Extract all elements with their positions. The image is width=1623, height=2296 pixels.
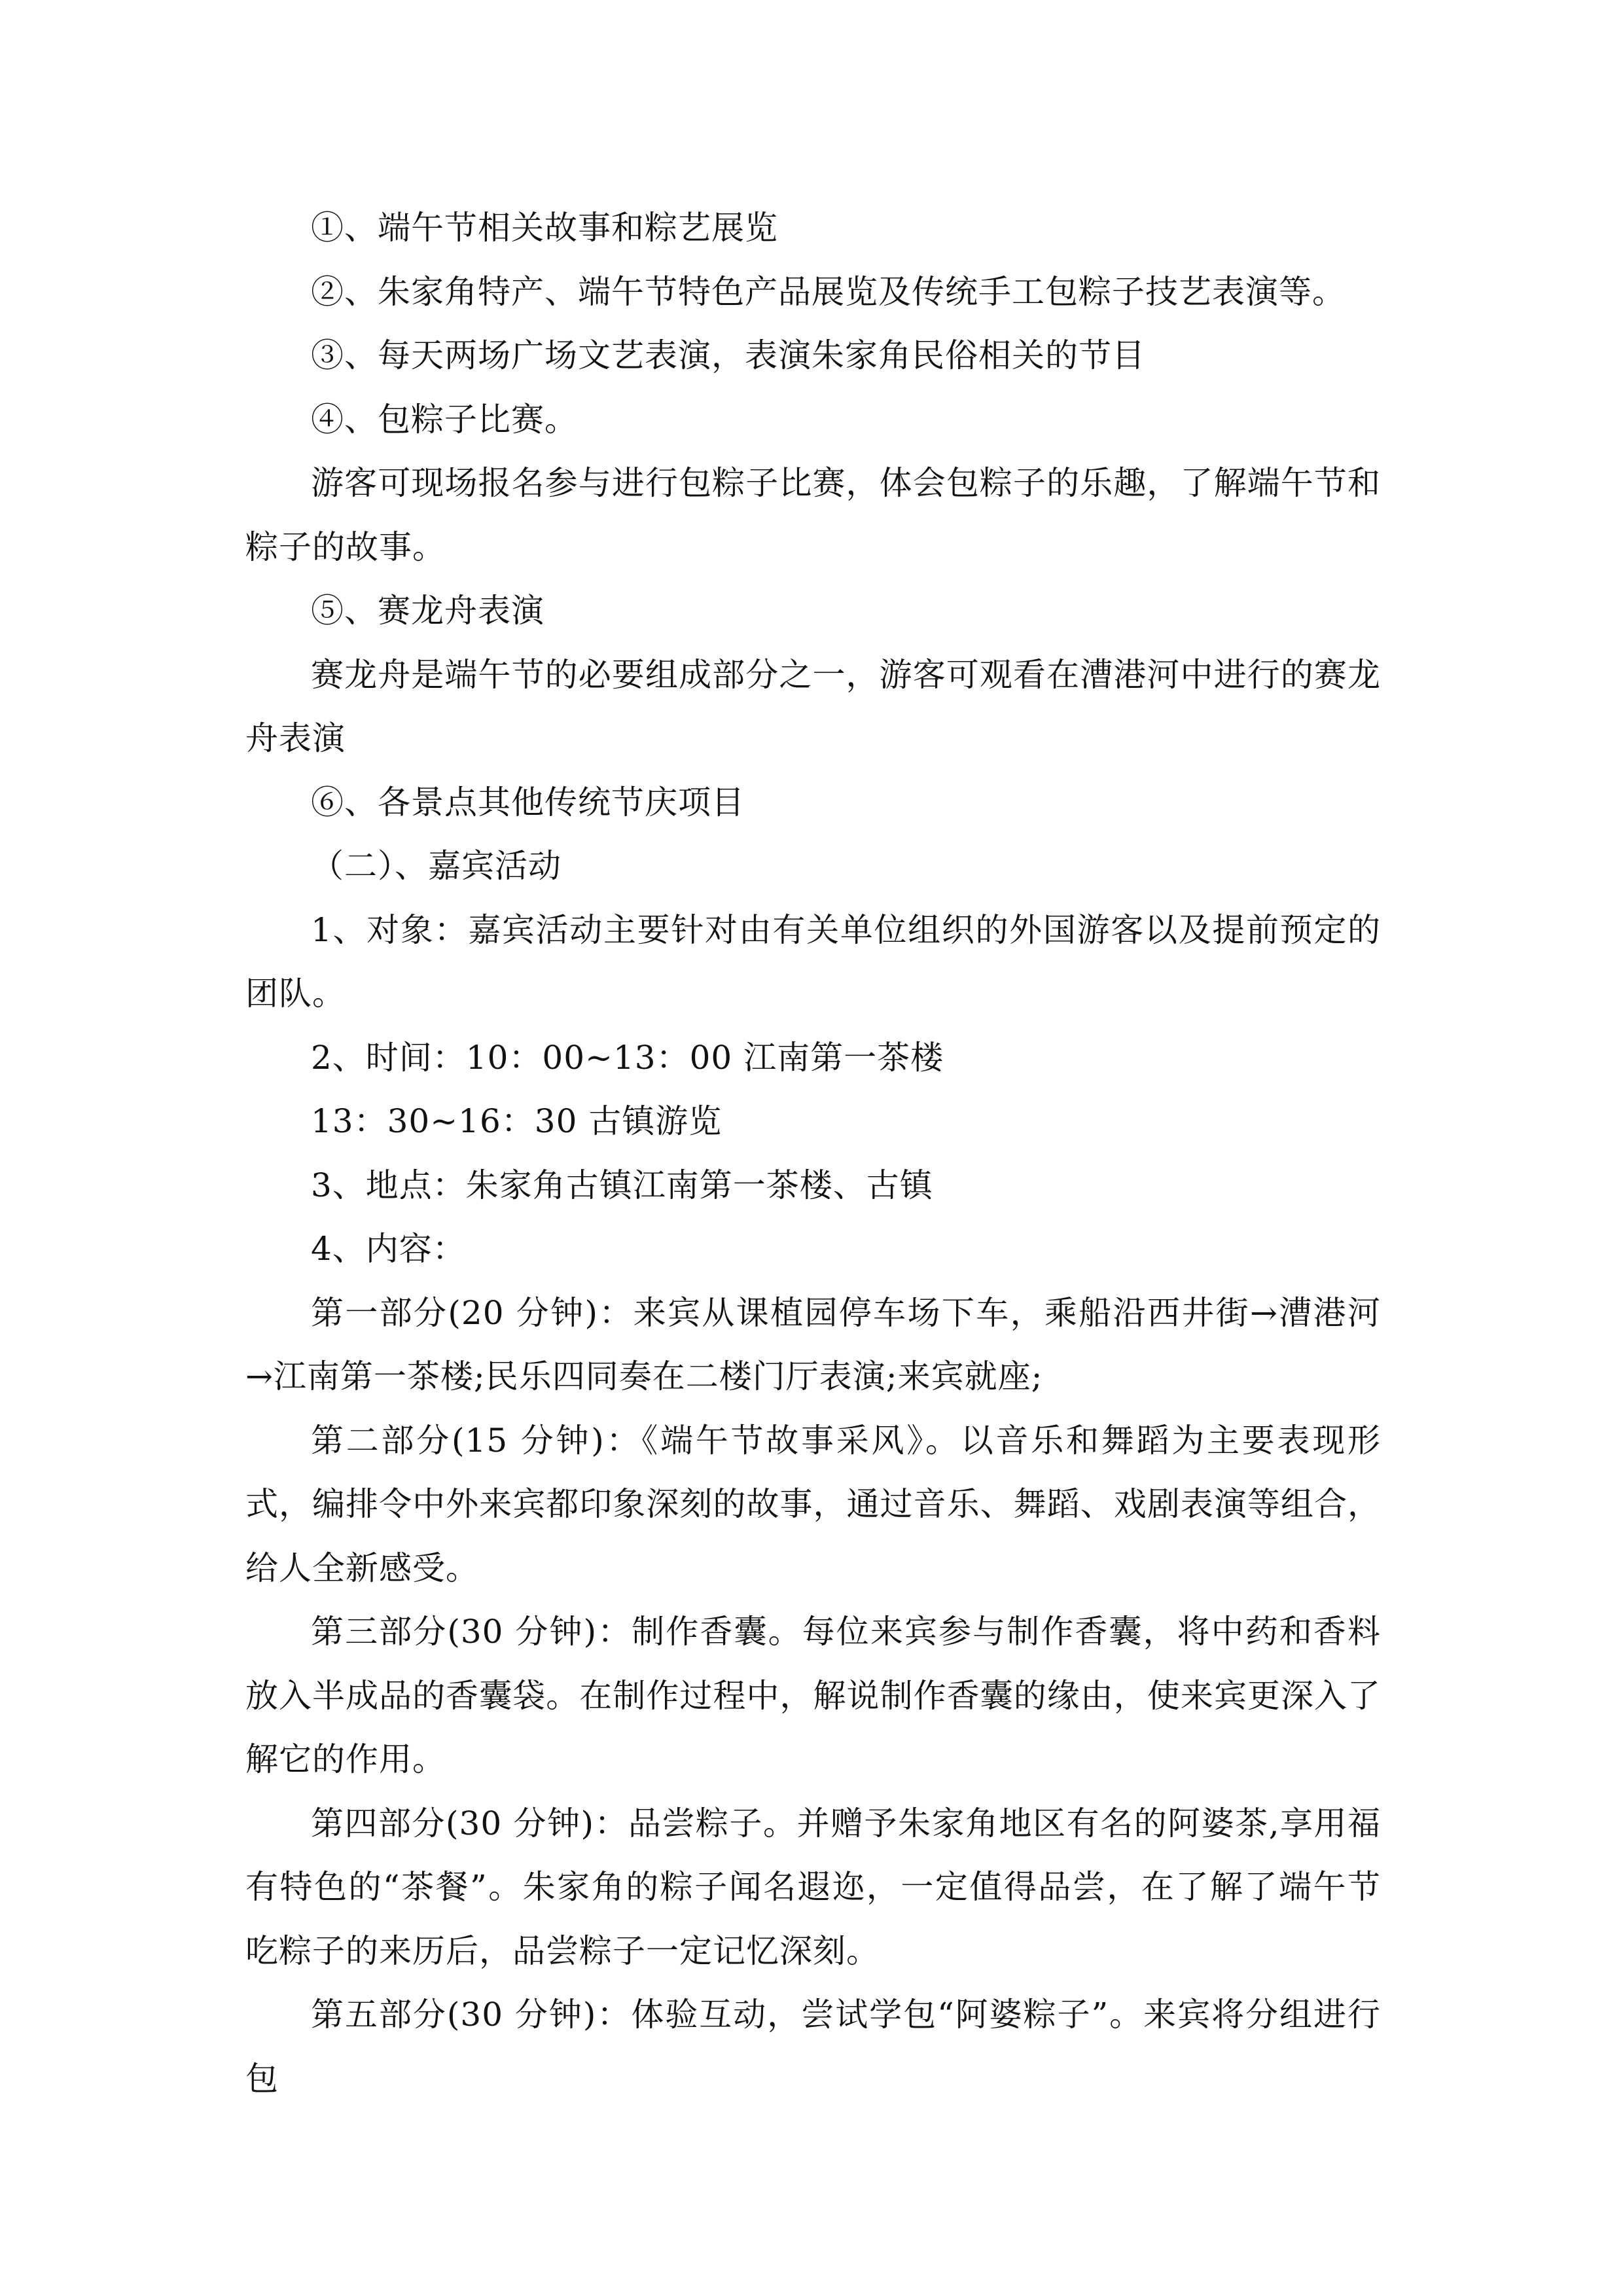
paragraph-part-three: 第三部分(30 分钟)：制作香囊。每位来宾参与制作香囊，将中药和香料放入半成品的香囊袋。在制作过程中，解说制作香囊的缘由，使来宾更深入了解它的作用。 <box>245 1613 1381 1778</box>
paragraph-part-five: 第五部分(30 分钟)：体验互动，尝试学包“阿婆粽子”。来宾将分组进行包 <box>245 1996 1381 2098</box>
paragraph-exhibition: ①、端午节相关故事和粽艺展览 <box>311 209 778 247</box>
section-heading-guest-activities: （二）、嘉宾活动 <box>311 847 562 885</box>
paragraph-zongzi-contest-body: 游客可现场报名参与进行包粽子比赛，体会包粽子的乐趣，了解端午节和粽子的故事。 <box>245 464 1381 566</box>
paragraph-dragon-boat-body: 赛龙舟是端午节的必要组成部分之一，游客可观看在漕港河中进行的赛龙舟表演 <box>245 655 1381 757</box>
paragraph-other-projects: ⑥、各景点其他传统节庆项目 <box>311 783 745 821</box>
paragraph-part-one: 第一部分(20 分钟)：来宾从课植园停车场下车，乘船沿西井街→漕港河→江南第一茶楼;民乐四同奏在二楼门厅表演;来宾就座; <box>245 1293 1381 1395</box>
paragraph-square-performance: ③、每天两场广场文艺表演，表演朱家角民俗相关的节目 <box>311 336 1145 374</box>
paragraph-time-2: 13：30~16：30 古镇游览 <box>311 1102 722 1140</box>
paragraph-zongzi-contest-heading: ④、包粽子比赛。 <box>311 400 578 439</box>
paragraph-part-four: 第四部分(30 分钟)：品尝粽子。并赠予朱家角地区有名的阿婆茶,享用福有特色的“茶餐”。朱家角的粽子闻名遐迩，一定值得品尝，在了解了端午节吃粽子的来历后，品尝粽子一定记忆深刻。 <box>245 1804 1381 1970</box>
paragraph-dragon-boat-heading: ⑤、赛龙舟表演 <box>311 592 544 630</box>
document-body <box>245 196 1381 2111</box>
paragraph-location: 3、地点：朱家角古镇江南第一茶楼、古镇 <box>311 1166 933 1204</box>
paragraph-part-two: 第二部分(15 分钟)：《端午节故事采风》。以音乐和舞蹈为主要表现形式，编排令中外来宾都印象深刻的故事，通过音乐、舞蹈、戏剧表演等组合，给人全新感受。 <box>245 1421 1381 1587</box>
paragraph-content-heading: 4、内容： <box>311 1230 466 1268</box>
paragraph-specialty-show: ②、朱家角特产、端午节特色产品展览及传统手工包粽子技艺表演等。 <box>311 272 1346 311</box>
paragraph-audience: 1、对象：嘉宾活动主要针对由有关单位组织的外国游客以及提前预定的团队。 <box>245 910 1381 1013</box>
paragraph-time: 2、时间：10：00~13：00 江南第一茶楼 <box>311 1038 944 1077</box>
